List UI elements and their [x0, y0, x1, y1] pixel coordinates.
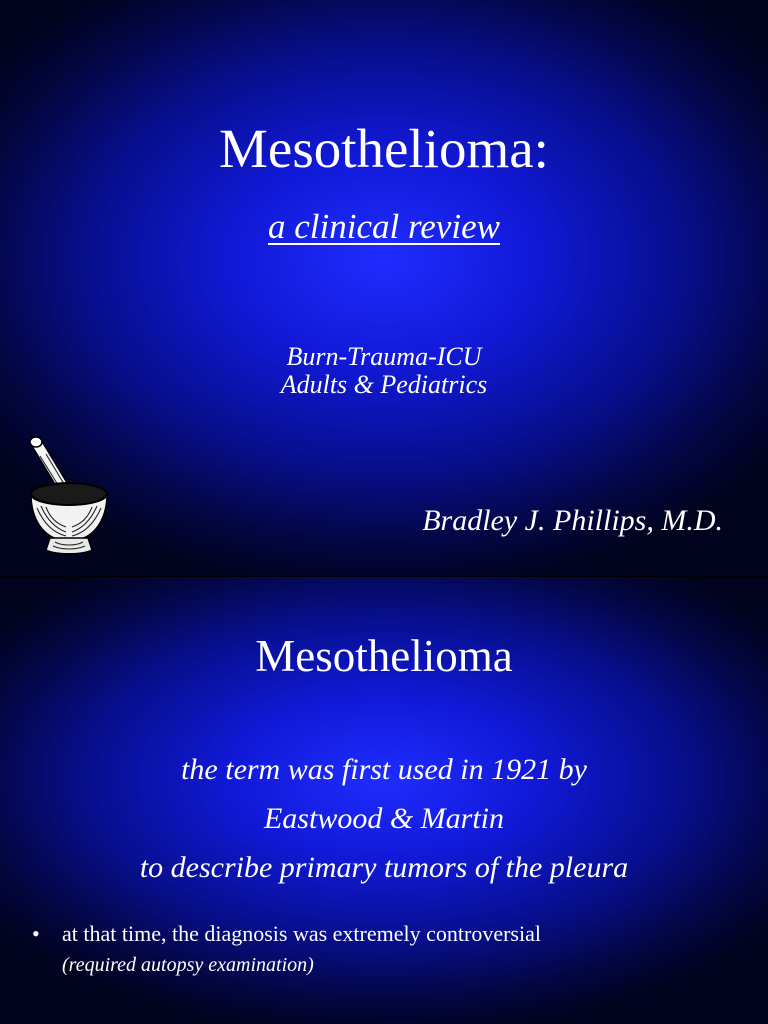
subtitle-text: a clinical review: [268, 207, 500, 246]
body-line-2: Eastwood & Martin: [263, 802, 504, 835]
author-name: Bradley J. Phillips, M.D.: [422, 504, 723, 537]
bullet-note: (required autopsy examination): [62, 954, 314, 976]
slide-title: Mesothelioma:: [219, 118, 549, 179]
department: [0, 343, 768, 399]
body-line-3: to describe primary tumors of the pleura: [139, 851, 629, 884]
slide-body: [0, 745, 768, 892]
bullet-item: [32, 919, 541, 949]
body-line-1: the term was first used in 1921 by: [181, 753, 587, 786]
department-line-1: Burn-Trauma-ICU: [286, 342, 482, 371]
bullet-text: at that time, the diagnosis was extremely controversial: [62, 921, 541, 946]
bullet-marker: •: [32, 921, 40, 946]
content-slide: [0, 577, 768, 1024]
department-line-2: Adults & Pediatrics: [280, 370, 488, 399]
slide-subtitle: [0, 205, 768, 249]
mortar-and-pestle-icon: [22, 434, 112, 558]
slide-title: Mesothelioma: [255, 631, 513, 681]
